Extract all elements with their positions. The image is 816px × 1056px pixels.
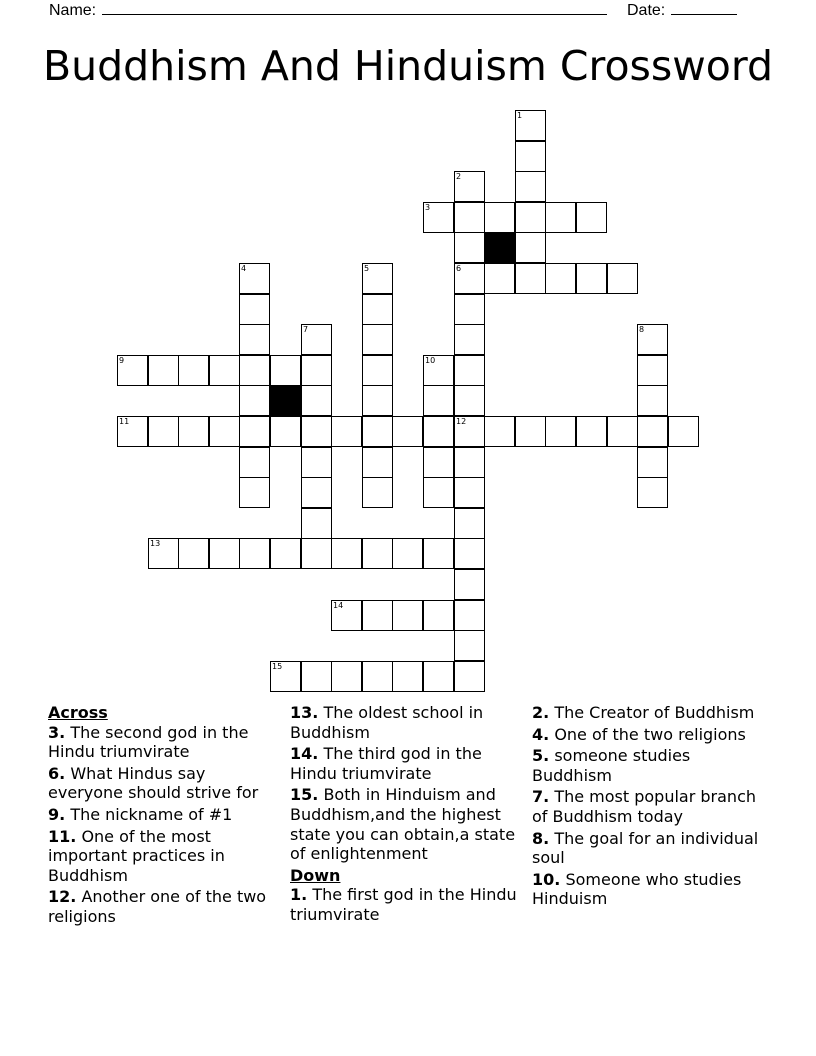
grid-block [270,385,301,416]
grid-cell[interactable] [301,661,332,692]
grid-cell[interactable] [301,324,332,355]
grid-cell[interactable] [545,202,576,233]
cell-number: 9 [119,356,125,365]
grid-cell[interactable] [301,477,332,508]
clue-down-5: 5. someone studies Buddhism [532,746,691,785]
clue-down-8: 8. The goal for an individual soul [532,828,759,868]
grid-cell[interactable] [423,355,454,386]
grid-cell[interactable] [148,416,179,447]
grid-cell[interactable] [301,447,332,478]
grid-cell[interactable] [515,232,546,263]
cell-number: 12 [456,417,467,426]
grid-cell[interactable] [454,416,485,447]
grid-cell[interactable] [423,600,454,631]
grid-cell[interactable] [331,661,362,692]
cell-number: 3 [425,203,431,212]
grid-cell[interactable] [545,263,576,294]
grid-cell[interactable] [423,385,454,416]
grid-cell[interactable] [331,600,362,631]
grid-cell[interactable] [637,355,668,386]
grid-cell[interactable] [178,355,209,386]
grid-cell[interactable] [362,416,393,447]
grid-cell[interactable] [362,294,393,325]
grid-cell[interactable] [668,416,699,447]
grid-cell[interactable] [423,661,454,692]
across-heading: Across [48,703,108,722]
grid-cell[interactable] [362,600,393,631]
grid-cell[interactable] [301,355,332,386]
grid-cell[interactable] [484,263,515,294]
grid-cell[interactable] [392,600,423,631]
cell-number: 13 [150,539,161,548]
grid-cell[interactable] [270,355,301,386]
page-title: Buddhism And Hinduism Crossword [42,42,774,90]
grid-cell[interactable] [454,294,485,325]
grid-cell[interactable] [454,569,485,600]
clue-across-12: 12. Another one of the two religions [48,887,267,926]
grid-cell[interactable] [454,385,485,416]
grid-cell[interactable] [637,477,668,508]
cell-number: 11 [119,417,130,426]
grid-cell[interactable] [239,324,270,355]
grid-cell[interactable] [392,661,423,692]
grid-cell[interactable] [209,538,240,569]
cell-number: 15 [272,662,283,671]
grid-cell[interactable] [454,508,485,539]
grid-cell[interactable] [515,141,546,172]
grid-cell[interactable] [239,294,270,325]
grid-cell[interactable] [423,538,454,569]
grid-cell[interactable] [301,538,332,569]
grid-cell[interactable] [117,355,148,386]
grid-cell[interactable] [392,416,423,447]
grid-cell[interactable] [423,202,454,233]
grid-cell[interactable] [607,263,638,294]
grid-cell[interactable] [454,324,485,355]
grid-cell[interactable] [362,661,393,692]
grid-cell[interactable] [178,416,209,447]
clue-across-13: 13. The oldest school in Buddhism [290,703,484,742]
grid-cell[interactable] [392,538,423,569]
grid-cell[interactable] [301,385,332,416]
grid-cell[interactable] [515,202,546,233]
clue-down-10: 10. Someone who studies Hinduism [532,869,742,909]
grid-cell[interactable] [148,355,179,386]
grid-cell[interactable] [301,416,332,447]
cell-number: 7 [303,325,309,334]
grid-cell[interactable] [576,202,607,233]
cell-number: 14 [333,601,344,610]
grid-cell[interactable] [423,477,454,508]
grid-cell[interactable] [362,385,393,416]
grid-cell[interactable] [454,447,485,478]
grid-cell[interactable] [454,538,485,569]
grid-cell[interactable] [576,263,607,294]
grid-cell[interactable] [576,416,607,447]
grid-cell[interactable] [515,416,546,447]
grid-cell[interactable] [454,630,485,661]
grid-cell[interactable] [454,355,485,386]
grid-cell[interactable] [239,538,270,569]
grid-cell[interactable] [637,416,668,447]
grid-cell[interactable] [515,263,546,294]
grid-cell[interactable] [362,263,393,294]
grid-cell[interactable] [454,477,485,508]
clue-down-1: 1. The first god in the Hindu triumvirate [290,885,517,924]
clue-down-2: 2. The Creator of Buddhism [532,703,755,722]
clue-across-14: 14. The third god in the Hindu triumvirate [290,744,482,783]
clue-down-4: 4. One of the two religions [532,724,746,744]
grid-cell[interactable] [362,324,393,355]
grid-cell[interactable] [331,538,362,569]
cell-number: 6 [456,264,462,273]
clue-column-2 [290,703,526,927]
clue-across-6: 6. What Hindus say everyone should strive for [48,763,259,803]
grid-cell[interactable] [423,447,454,478]
grid-cell[interactable] [454,263,485,294]
grid-cell[interactable] [239,477,270,508]
grid-cell[interactable] [362,477,393,508]
grid-cell[interactable] [270,538,301,569]
grid-cell[interactable] [239,385,270,416]
grid-cell[interactable] [484,416,515,447]
grid-cell[interactable] [362,447,393,478]
grid-cell[interactable] [239,355,270,386]
cell-number: 8 [639,325,645,334]
grid-cell[interactable] [637,324,668,355]
grid-cell[interactable] [117,416,148,447]
grid-cell[interactable] [454,171,485,202]
grid-cell[interactable] [270,416,301,447]
cell-number: 4 [241,264,247,273]
grid-cell[interactable] [239,416,270,447]
cell-number: 2 [456,172,462,181]
grid-cell[interactable] [331,416,362,447]
grid-cell[interactable] [454,661,485,692]
grid-cell[interactable] [423,416,454,447]
grid-cell[interactable] [178,538,209,569]
grid-cell[interactable] [607,416,638,447]
grid-cell[interactable] [454,232,485,263]
name-label: Name: [49,2,97,19]
clue-across-9: 9. The nickname of #1 [48,804,233,824]
grid-cell[interactable] [515,110,546,141]
clue-across-11: 11. One of the most important practices in Buddhism [48,826,225,885]
down-heading: Down [290,865,341,885]
grid-cell[interactable] [362,355,393,386]
clue-across-15: 15. Both in Hinduism and Buddhism,and the highest state you can obtain,a state of enlightenment [290,785,516,864]
grid-cell[interactable] [239,263,270,294]
grid-cell[interactable] [270,661,301,692]
grid-cell[interactable] [484,202,515,233]
clue-column-1 [48,703,284,929]
grid-cell[interactable] [454,600,485,631]
grid-cell[interactable] [515,171,546,202]
grid-cell[interactable] [454,202,485,233]
grid-block [484,232,515,263]
grid-cell[interactable] [301,508,332,539]
grid-cell[interactable] [545,416,576,447]
grid-cell[interactable] [362,538,393,569]
date-label: Date: [627,2,666,19]
cell-number: 1 [517,111,523,120]
grid-cell[interactable] [148,538,179,569]
cell-number: 5 [364,264,370,273]
cell-number: 10 [425,356,436,365]
grid-cell[interactable] [637,385,668,416]
clue-across-3: 3. The second god in the Hindu triumvirate [48,722,249,762]
grid-cell[interactable] [209,355,240,386]
grid-cell[interactable] [637,447,668,478]
grid-cell[interactable] [209,416,240,447]
grid-cell[interactable] [239,447,270,478]
clue-column-3 [532,703,772,911]
clue-down-7: 7. The most popular branch of Buddhism today [532,787,756,826]
